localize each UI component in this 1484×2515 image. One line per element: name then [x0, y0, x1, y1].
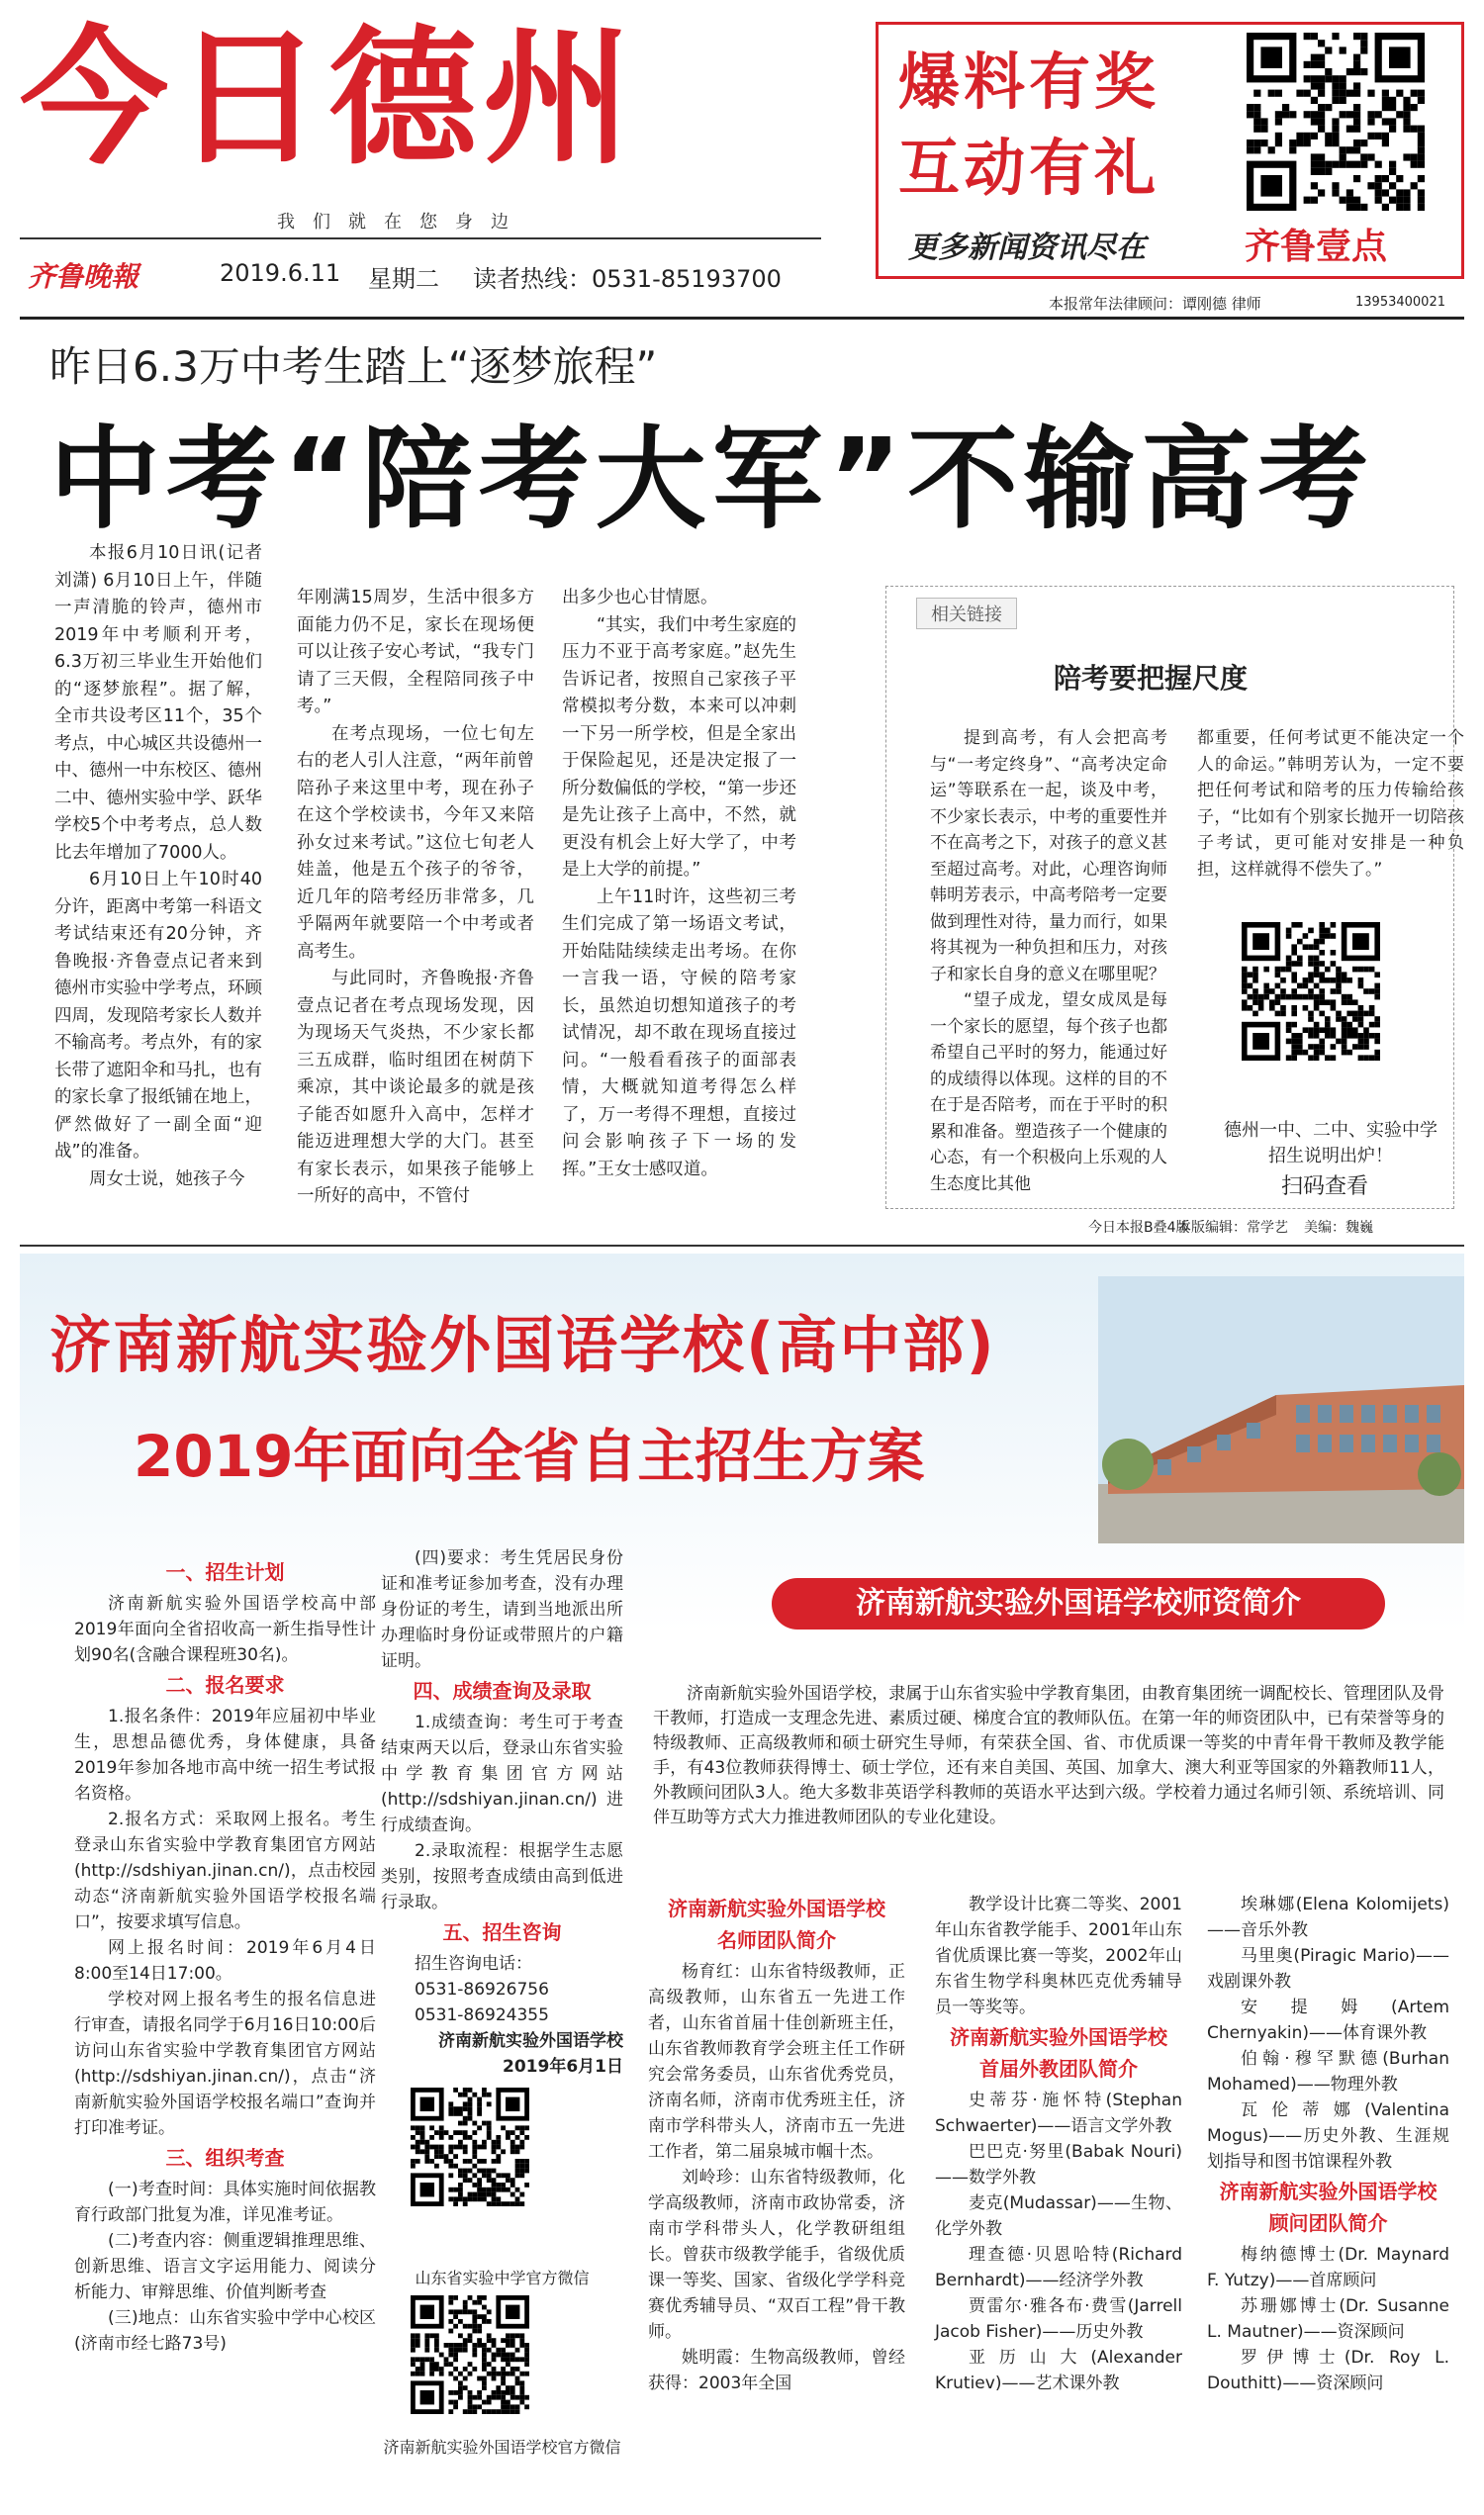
article-column-2: [297, 585, 534, 1211]
ad-column-2: [381, 1545, 623, 2080]
ad-paragraph: 巴巴克·努里(Babak Nouri)——数学外教: [935, 2142, 1182, 2188]
sidebar-paragraph: 都重要，任何考试更不能决定一个人的命运。”韩明芳认为，一定不要把任何考试和陪考的压力传输给孩子，“比如有个别家长抛开一切陪孩子考试，更可能对安排是一种负担，这样就得不偿失了。”: [1197, 728, 1464, 880]
promo-brand: 齐鲁壹点: [1245, 227, 1388, 267]
sidebar-column-2: [1197, 725, 1464, 883]
qr-code-icon[interactable]: [1247, 33, 1425, 211]
sidebar-paragraph: “望子成龙，望女成凤是每一个家长的愿望，每个孩子也都希望自己平时的努力，能通过好的成绩得以体现。这样的目的不在于是否陪考，而在于平时的积累和准备。塑造孩子一个健康的心态，有一个积极向上乐观的人生态度比其他: [930, 990, 1167, 1194]
qr-caption: 济南新航实验外国语学校官方微信: [383, 2438, 621, 2457]
headline-rule: [20, 317, 1464, 320]
ad-paragraph: 瓦伦蒂娜(Valentina Mogus)——历史外教、生涯规划指导和图书馆课程外教: [1207, 2100, 1449, 2172]
ad-paragraph: 刘岭珍：山东省特级教师，化学高级教师，济南市政协常委，济南市学科带头人，化学教研组组长。曾获市级教学能手，省级优质课一等奖、国家、省级化学学科竞赛优秀辅导员、“双百工程”骨干教师。: [648, 2168, 905, 2342]
ad-paragraph: 埃琳娜(Elena Kolomijets)——音乐外教: [1207, 1895, 1449, 1940]
ad-paragraph: 网上报名时间：2019年6月4日8:00至14日17:00。: [74, 1938, 376, 1984]
page-credit: 今日本报B叠4版: [1088, 1220, 1190, 1236]
ad-paragraph: 0531-86924355: [415, 2005, 549, 2025]
ad-paragraph: 招生咨询电话：: [415, 1954, 532, 1974]
section-rule: [20, 1245, 1464, 1247]
issue-date: 2019.6.11: [220, 259, 341, 287]
ad-paragraph: 伯翰·穆罕默德(Burhan Mohamed)——物理外教: [1207, 2049, 1449, 2095]
ad-paragraph: 姚明霞：生物高级教师，曾经获得：2003年全国: [648, 2348, 905, 2393]
ad-paragraph: 济南新航实验外国语学校高中部2019年面向全省招收高一新生指导性计划90名(含融合课程班30名)。: [74, 1594, 376, 1665]
masthead-title: 今日德州: [20, 13, 638, 185]
ad-paragraph: 1.报名条件：2019年应届初中毕业生，思想品德优秀，身体健康，具备2019年参加各地市高中统一招生考试报名资格。: [74, 1707, 376, 1804]
ad-paragraph: 学校对网上报名考生的报名信息进行审查，请报名同学于6月16日10:00后访问山东省实验中学教育集团官方网站(http://sdshiyan.jinan.cn/)，点击“济南新航实验外国语学校报名端口”查询并打印准考证。: [74, 1990, 376, 2138]
qr-caption: 德州一中、二中、实验中学招生说明出炉！: [1224, 1120, 1438, 1166]
section-heading: 一、招生计划: [165, 1560, 285, 1584]
ad-paragraph: 苏珊娜博士(Dr. Susanne L. Mautner)——资深顾问: [1207, 2296, 1449, 2342]
ad-paragraph: (一)考查时间：具体实施时间依据教育行政部门批复为准，详见准考证。: [74, 2180, 376, 2225]
signature-line: 2019年6月1日: [503, 2057, 623, 2077]
article-subhead: 昨日6.3万中考生踏上“逐梦旅程”: [49, 342, 658, 391]
section-heading: 三、组织考查: [165, 2146, 285, 2170]
qr-caption: 山东省实验中学官方微信: [415, 2269, 590, 2287]
teacher-column-1: [648, 1892, 905, 2396]
legal-advisor: 本报常年法律顾问：谭刚德 律师: [1049, 295, 1261, 313]
ad-subtitle: 2019年面向全省自主招生方案: [134, 1423, 925, 1490]
qr-code-icon[interactable]: [411, 2088, 529, 2206]
editor-credit: 本版编辑：常学艺: [1177, 1220, 1288, 1236]
qr-code-icon[interactable]: [411, 2295, 529, 2414]
ad-paragraph: 贾雷尔·雅各布·费雪(Jarrell Jacob Fisher)——历史外教: [935, 2296, 1182, 2342]
section-heading: 四、成绩查询及录取: [413, 1679, 592, 1703]
article-paragraph: 周女士说，她孩子今: [89, 1168, 245, 1189]
related-link-tag: 相关链接: [916, 598, 1017, 629]
ad-paragraph: 2.录取流程：根据学生志愿类别，按照考查成绩由高到低进行录取。: [381, 1841, 623, 1912]
section-heading: 五、招生咨询: [442, 1920, 562, 1944]
section-heading: 济南新航实验外国语学校: [950, 2025, 1167, 2049]
ad-column-1: [74, 1555, 376, 2357]
reader-hotline: 读者热线：0531-85193700: [473, 265, 782, 293]
promo-line-3: 更多新闻资讯尽在: [908, 231, 1146, 265]
designer-credit: 美编：魏巍: [1304, 1220, 1373, 1236]
promo-line-1: 爆料有奖: [898, 46, 1160, 118]
masthead-slogan: 我们就在您身边: [277, 212, 526, 233]
article-paragraph: 6月10日上午10时40分许，距离中考第一科语文考试结束还有20分钟，齐鲁晚报·齐鲁壹点记者来到德州市实验中学考点，环顾四周，发现陪考家长人数并不输高考。考点外，有的家长带了遮阳伞和马扎，也有的家长拿了报纸铺在地上，俨然做好了一副全面“迎战”的准备。: [54, 870, 262, 1162]
article-paragraph: 与此同时，齐鲁晚报·齐鲁壹点记者在考点现场发现，因为现场天气炎热，不少家长都三五成群，临时组团在树荫下乘凉，其中谈论最多的就是孩子能否如愿升入高中，怎样才能迈进理想大学的大门。甚至有家长表示，如果孩子能够上一所好的高中，不管付: [297, 969, 534, 1206]
ad-paragraph: 马里奥(Piragic Mario)——戏剧课外教: [1207, 1946, 1449, 1992]
masthead-rule: [20, 237, 821, 239]
ad-paragraph: 杨育红：山东省特级教师，正高级教师，山东省五一先进工作者，山东省首届十佳创新班主任，山东省教师教育学会班主任工作研究会常务委员，山东省优秀党员，济南名师，济南市优秀班主任，济南市学科带头人，济南市五一先进工作者，第二届泉城市帼十杰。: [648, 1962, 905, 2162]
article-paragraph: “其实，我们中考生家庭的压力不亚于高考家庭。”赵先生告诉记者，按照自己家孩子平常模拟考分数，本来可以冲刺一下另一所学校，但是全家出于保险起见，还是决定报了一所分数偏低的学校，“第一步还是先让孩子上高中，不然，就更没有机会上好大学了，中考是上大学的前提。”: [562, 614, 796, 880]
qr-code-icon[interactable]: [1242, 922, 1380, 1061]
ad-paragraph: (四)要求：考生凭居民身份证和准考证参加考查，没有办理身份证的考生，请到当地派出所办理临时身份证或带照片的户籍证明。: [381, 1548, 623, 1671]
article-headline: 中考“陪考大军”不输高考: [49, 416, 1375, 544]
qr-scan-label: 扫码查看: [1281, 1174, 1369, 1199]
legal-phone: 13953400021: [1355, 295, 1445, 310]
teacher-intro: 济南新航实验外国语学校，隶属于山东省实验中学教育集团，由教育集团统一调配校长、管理团队及骨干教师，打造成一支理念先进、素质过硬、梯度合宜的教师队伍。在第一年的师资团队中，已有荣誉等身的特级教师、正高级教师和硕士研究生导师，有荣获全国、省、市优质课一等奖的中青年骨干教师及教学能手，有43位教师获得博士、硕士学位，还有来自美国、英国、加拿大、澳大利亚等国家的外籍教师11人，外教顾问团队3人。绝大多数非英语学科教师的英语水平达到六级。学校着力通过名师引领、系统培训、同伴互助等方式大力推进教师团队的专业化建设。: [653, 1684, 1444, 1827]
ad-paragraph: 亚历山大(Alexander Krutiev)——艺术课外教: [935, 2348, 1182, 2393]
ad-paragraph: 史蒂芬·施怀特(Stephan Schwaerter)——语言文学外教: [935, 2091, 1182, 2136]
sidebar-column-1: [930, 725, 1167, 1197]
ad-paragraph: (三)地点：山东省实验中学中心校区(济南市经七路73号): [74, 2308, 376, 2354]
article-paragraph: 年刚满15周岁，生活中很多方面能力仍不足，家长在现场便可以让孩子安心考试，“我专门请了三天假，全程陪同孩子中考。”: [297, 588, 534, 716]
ad-title: 济南新航实验外国语学校(高中部): [49, 1309, 996, 1381]
sidebar-paragraph: 提到高考，有人会把高考与“一考定终身”、“高考决定命运”等联系在一起，谈及中考，不少家长表示，中考的重要性并不在高考之下，对孩子的意义甚至超过高考。对此，心理咨询师韩明芳表示，中高考陪考一定要做到理性对待，量力而行，如果将其视为一种负担和压力，对孩子和家长自身的意义在哪里呢？: [930, 728, 1167, 984]
section-heading: 首届外教团队简介: [979, 2057, 1138, 2081]
section-heading: 顾问团队简介: [1268, 2211, 1388, 2235]
teacher-column-3: [1207, 1892, 1449, 2396]
ad-paragraph: 教学设计比赛二等奖、2001年山东省教学能手、2001年山东省优质课比赛一等奖，2002年山东省生物学科奥林匹克优秀辅导员一等奖等。: [935, 1895, 1182, 2017]
article-paragraph: 在考点现场，一位七旬左右的老人引人注意，“两年前曾陪孙子来这里中考，现在孙子在这个学校读书，今年又来陪孙女过来考试。”这位七旬老人娃盖，他是五个孩子的爷爷，近几年的陪考经历非常多，几乎隔两年就要陪一个中考或者高考生。: [297, 723, 534, 962]
ad-paragraph: 理查德·贝恩哈特(Richard Bernhardt)——经济学外教: [935, 2245, 1182, 2290]
paper-logo: 齐鲁晚報: [28, 260, 139, 293]
school-building-image: [1098, 1276, 1464, 1543]
teacher-column-2: [935, 1892, 1182, 2396]
ad-paragraph: 罗伊博士(Dr. Roy L. Douthitt)——资深顾问: [1207, 2348, 1449, 2393]
signature-line: 济南新航实验外国语学校: [438, 2031, 623, 2051]
promo-box: [876, 22, 1464, 279]
ad-paragraph: 麦克(Mudassar)——生物、化学外教: [935, 2193, 1182, 2239]
article-column-3: [562, 585, 796, 1183]
ad-paragraph: 0531-86926756: [415, 1980, 549, 2000]
section-heading: 济南新航实验外国语学校: [668, 1897, 885, 1920]
ad-paragraph: 安提姆(Artem Chernyakin)——体育课外教: [1207, 1998, 1449, 2043]
teacher-banner: 济南新航实验外国语学校师资简介: [772, 1578, 1385, 1630]
sidebar-title: 陪考要把握尺度: [1054, 662, 1249, 695]
article-paragraph: 上午11时许，这些初三考生们完成了第一场语文考试，开始陆陆续续走出考场。在你一言我一语，守候的陪考家长，虽然迫切想知道孩子的考试情况，却不敢在现场直接过问。“一般看看孩子的面部表情，大概就知道考得怎么样了，万一考得不理想，直接过问会影响孩子下一场的发挥。”王女士感叹道。: [562, 886, 796, 1179]
article-column-1: [54, 540, 262, 1193]
promo-line-2: 互动有礼: [898, 132, 1160, 204]
section-heading: 二、报名要求: [165, 1673, 285, 1697]
ad-paragraph: 2.报名方式：采取网上报名。考生登录山东省实验中学教育集团官方网站(http://sdshiyan.jinan.cn/)，点击校园动态“济南新航实验外国语学校报名端口”，按要求填写信息。: [74, 1810, 376, 1932]
issue-weekday: 星期二: [368, 265, 439, 293]
section-heading: 名师团队简介: [717, 1928, 836, 1952]
article-paragraph: 本报6月10日讯(记者 刘潇) 6月10日上午，伴随一声清脆的铃声，德州市2019年中考顺利开考，6.3万初三毕业生开始他们的“逐梦旅程”。据了解，全市共设考区11个，35个考点，中心城区共设德州一中、德州一中东校区、德州二中、德州实验中学、跃华学校5个中考考点，总人数比去年增加了7000人。: [54, 543, 262, 863]
section-heading: 济南新航实验外国语学校: [1219, 2180, 1438, 2203]
ad-paragraph: (二)考查内容：侧重逻辑推理思维、创新思维、语言文字运用能力、阅读分析能力、审辩思维、价值判断考查: [74, 2231, 376, 2302]
ad-paragraph: 1.成绩查询：考生可于考查结束两天以后，登录山东省实验中学教育集团官方网站(http://sdshiyan.jinan.cn/)进行成绩查询。: [381, 1713, 623, 1835]
article-paragraph: 出多少也心甘情愿。: [562, 588, 718, 607]
ad-paragraph: 梅纳德博士(Dr. Maynard F. Yutzy)——首席顾问: [1207, 2245, 1449, 2290]
